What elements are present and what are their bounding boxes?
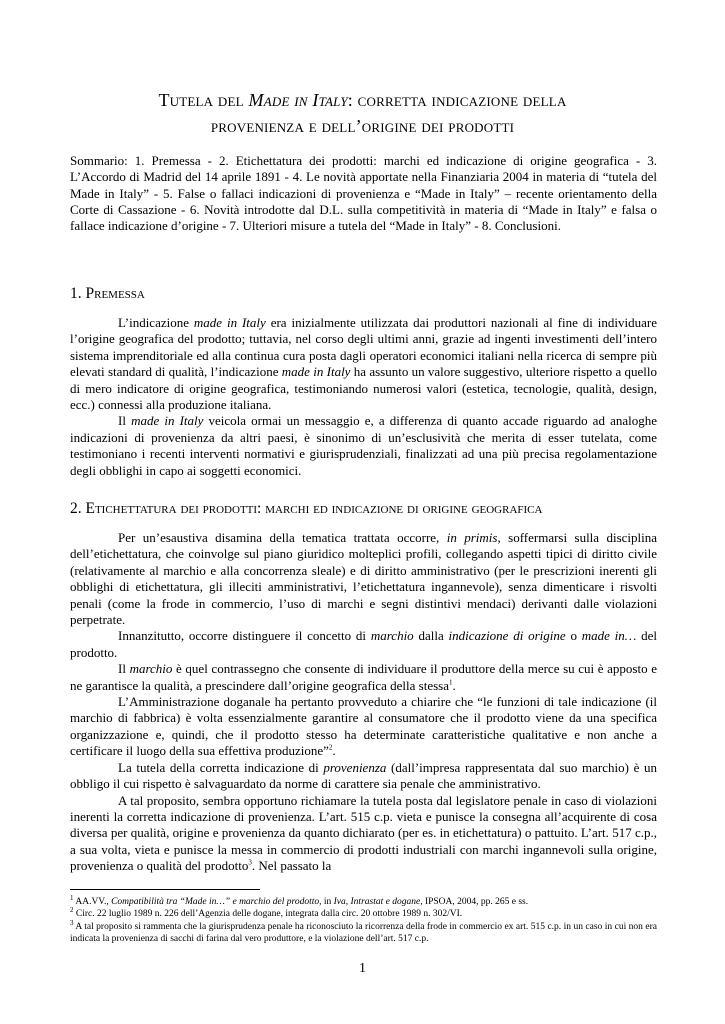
section-1-body xyxy=(70,315,657,479)
section-2-heading: 2. Etichettatura dei prodotti: marchi ed indicazione di origine geografica xyxy=(70,500,543,517)
paragraph xyxy=(70,315,657,413)
italic-text: in primis xyxy=(446,530,498,545)
paragraph xyxy=(70,530,657,628)
text: ha assunto un valore suggestivo, ulteriore rispetto a quello di mero indicatore di origine geografica, testimoniando numerosi valori (estetica, tecnologie, qualità, design, ecc.) connessi alla produzione italiana. xyxy=(70,364,658,413)
footnote-ref[interactable]: 1 xyxy=(449,678,453,687)
text: L’Amministrazione doganale ha pertanto provveduto a chiarire che “le funzioni di tale indicazione (il marchio di fabbrica) è volta essenzialmente garantire al consumatore che il prodotto viene da una specifica organizzazione e, quindi, che il prodotto stesso ha determinate caratteristiche qualitative e non anche a certificare il luogo della sua effettiva produzione” xyxy=(70,694,657,759)
footnote xyxy=(70,893,657,908)
text: Per un’esaustiva disamina della tematica trattata occorre, xyxy=(118,530,447,545)
text: , soffermarsi sulla disciplina dell’etichettatura, che coinvolge sul piano giuridico molteplici profili, collegando aspetti tipici di diritto civile (relativamente al marchio e alla concorrenza sleale) e di diritto amministrativo (per le prescrizioni inerenti gli obblighi di etichettatura, gli illeciti amministrativi, l’etichettatura ingannevole), senza dimenticare i risvolti penali (come la frode in commercio, l’uso di marchi e segni distintivi mendaci) derivanti dalle violazioni perpetrate. xyxy=(70,530,658,628)
italic-text: Iva, Intrastat e dogane xyxy=(333,897,421,907)
italic-text: made in Italy xyxy=(193,315,266,330)
text: , IPSOA, 2004, pp. 265 e ss. xyxy=(420,897,529,907)
footnote-separator xyxy=(70,889,260,890)
text: del prodotto. xyxy=(70,628,658,660)
text: (dall’impresa rappresentata dal suo marchio) è un obbligo il cui rispetto è salvaguardato da norme di carattere sia penale che amministrativo. xyxy=(70,759,657,792)
footnote-number: 1 xyxy=(70,893,74,902)
title-text: Tutela del xyxy=(158,90,249,110)
title-line-1 xyxy=(70,87,655,113)
page-number: 1 xyxy=(359,961,366,976)
footnote-number: 3 xyxy=(70,918,74,927)
text: AA.VV., xyxy=(73,897,112,907)
text: . xyxy=(452,677,456,693)
text: , in xyxy=(319,897,334,907)
italic-text: marchio xyxy=(129,661,173,677)
footnote xyxy=(70,918,657,946)
text: dalla xyxy=(413,628,449,644)
section-2-body xyxy=(70,530,657,875)
text: Il xyxy=(118,413,132,429)
italic-text: made in Italy xyxy=(131,413,204,429)
paragraph xyxy=(70,413,657,479)
italic-text: marchio xyxy=(370,628,414,644)
text: A tal proposito, sembra opportuno richiamare la tutela posta dal legislatore penale in caso di violazioni inerenti la corretta indicazione di provenienza. L’art. 515 c.p. vieta e punisce la consegna all’acquirente di cosa diversa per qualità, origine e provenienza da quanto dichiarato (per es. in etichettatura) o pattuito. L’art. 517 c.p., a sua volta, vieta e punisce la messa in commercio di prodotti industriali con marchi ingannevoli sulla origine, provenienza o qualità del prodotto xyxy=(70,792,657,874)
italic-text: indicazione di origine xyxy=(448,628,566,644)
paragraph xyxy=(70,661,657,694)
paragraph xyxy=(70,793,657,875)
footnotes xyxy=(70,893,657,945)
summary: Sommario: 1. Premessa - 2. Etichettatura dei prodotti: marchi ed indicazione di origine geografica - 3. L’Accordo di Madrid del 14 aprile 1891 - 4. Le novità apportate nella Finanziaria 2004 in materia di “tutela del Made in Italy” - 5. False o fallaci indicazioni di provenienza e “Made in Italy” – recente orientamento della Corte di Cassazione - 6. Novità introdotte dal D.L. sulla competitività in materia di “Made in Italy” e falsa o fallace indicazione d’origine - 7. Ulteriori misure a tutela del “Made in Italy” - 8. Conclusioni. xyxy=(70,153,657,234)
italic-text: made in Italy xyxy=(281,364,351,380)
text: . Nel passato la xyxy=(251,858,332,874)
text: L’indicazione xyxy=(118,315,194,330)
text: Circ. 22 luglio 1989 n. 226 dell’Agenzia delle dogane, integrata dalla circ. 20 ottobre 1989 n. 302/VI. xyxy=(73,909,463,920)
footnote-number: 2 xyxy=(70,906,74,915)
title-text: : corretta indicazione della xyxy=(347,90,567,110)
title-line-2: provenienza e dell’origine dei prodotti xyxy=(210,116,515,136)
text: . xyxy=(332,743,336,759)
text: Innanzitutto, occorre distinguere il concetto di xyxy=(118,628,371,644)
italic-text: provenienza xyxy=(323,759,387,775)
footnote xyxy=(70,908,657,920)
text: veicola ormai un messaggio e, a differenza di quanto accade riguardo ad analoghe indicazioni di provenienza da altri paesi, è sinonimo di un’esclusività che merita di esser tutelata, come testimoniano i recenti interventi normativi e giurisprudenziali, finalizzati ad una più precisa regolamentazione degli obblighi in capo ai soggetti economici. xyxy=(70,413,657,478)
footnote-ref[interactable]: 2 xyxy=(328,743,333,752)
text: o xyxy=(565,628,582,644)
paragraph xyxy=(70,694,657,760)
text: A tal proposito si rammenta che la giurisprudenza penale ha riconosciuto la ricorrenza della frode in commercio ex art. 515 c.p. in un caso in cui non era indicata la provenienza di sacchi di farina dal vero produttore, e la violazione dell’art. 517 c.p. xyxy=(70,921,657,944)
paragraph xyxy=(70,760,657,793)
title-italic: Made in Italy xyxy=(248,90,348,110)
footnote-ref[interactable]: 3 xyxy=(248,858,252,867)
text: era inizialmente utilizzata dai produttori nazionali al fine di individuare l’origine geografica del prodotto; tuttavia, nel corso degli ultimi anni, grazie ad ingenti investimenti dell’intero sistema imprenditoriale ed alla continua cura posta dagli operatori economici italiani nella ricerca di sempre più elevati standard di qualità, l’indicazione xyxy=(70,315,658,380)
section-1-heading: 1. Premessa xyxy=(70,285,145,302)
italic-text: Compatibilità tra “Made in…” e marchio del prodotto xyxy=(111,897,320,907)
text: Il xyxy=(118,661,130,677)
text: La tutela della corretta indicazione di xyxy=(118,759,324,775)
italic-text: made in… xyxy=(581,628,637,644)
paragraph xyxy=(70,628,657,661)
text: è quel contrassegno che consente di individuare il produttore della merce su cui è apposto e ne garantisce la qualità, a prescindere dall’origine geografica della stessa xyxy=(70,661,657,693)
document-title xyxy=(70,87,655,139)
